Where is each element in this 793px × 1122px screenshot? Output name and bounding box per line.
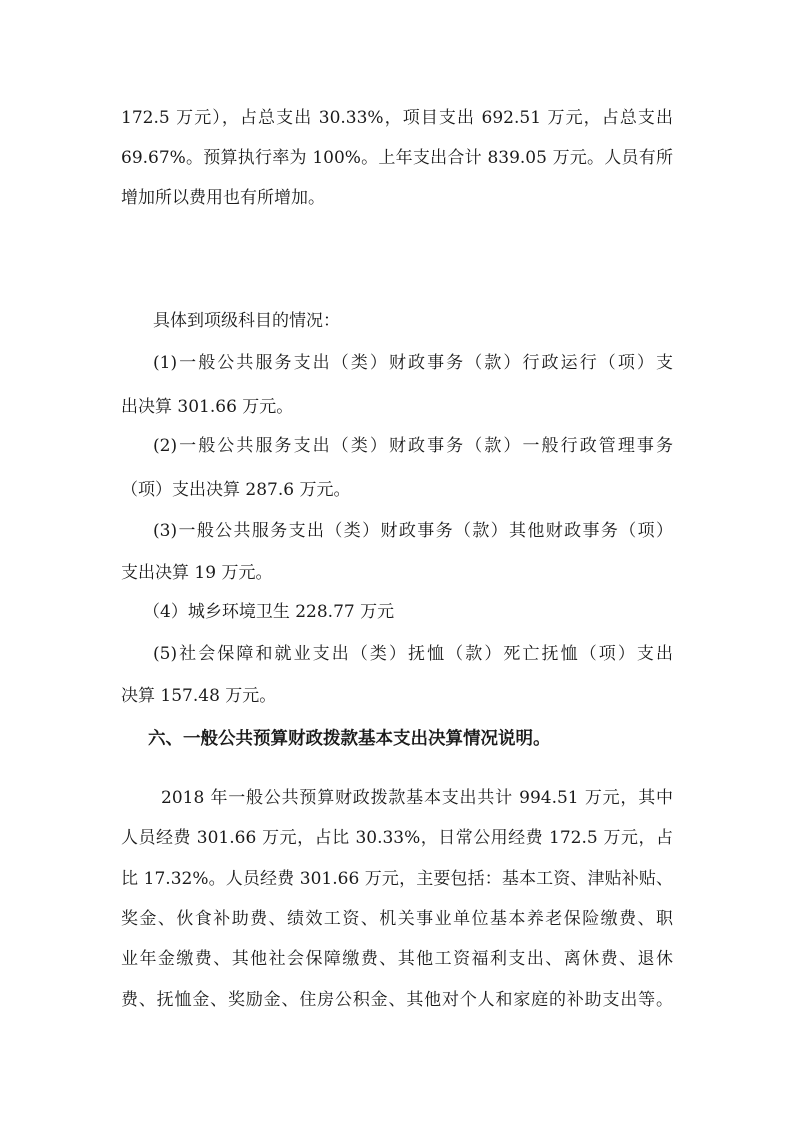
section-heading: 六、一般公共预算财政拨款基本支出决算情况说明。	[148, 729, 551, 749]
paragraph-line: 业年金缴费、其他社会保障缴费、其他工资福利支出、离休费、退休	[121, 949, 673, 969]
paragraph-line: 2018 年一般公共预算财政拨款基本支出共计 994.51 万元，其中	[161, 788, 673, 808]
list-item: (1)一般公共服务支出（类）财政事务（款）行政运行（项）支	[153, 353, 673, 373]
list-item: (2)一般公共服务支出（类）财政事务（款）一般行政管理事务	[153, 436, 673, 456]
list-item-continuation: 支出决算 19 万元。	[121, 563, 273, 583]
paragraph-line: 奖金、伙食补助费、绩效工资、机关事业单位基本养老保险缴费、职	[121, 909, 673, 929]
paragraph-line: 费、抚恤金、奖励金、住房公积金、其他对个人和家庭的补助支出等。	[121, 990, 673, 1010]
list-item: (5)社会保障和就业支出（类）抚恤（款）死亡抚恤（项）支出	[153, 644, 673, 664]
paragraph-line: 人员经费 301.66 万元，占比 30.33%，日常公用经费 172.5 万元，占	[121, 828, 673, 848]
paragraph-line: 增加所以费用也有所增加。	[121, 188, 325, 208]
paragraph-line: 172.5 万元），占总支出 30.33%，项目支出 692.51 万元，占总支出	[121, 108, 673, 128]
list-intro: 具体到项级科目的情况：	[153, 311, 340, 331]
list-item-continuation: 出决算 301.66 万元。	[121, 397, 294, 417]
list-item: (3)一般公共服务支出（类）财政事务（款）其他财政事务（项）	[153, 521, 673, 541]
list-item: （4）城乡环境卫生 228.77 万元	[143, 602, 395, 622]
paragraph-line: 比 17.32%。人员经费 301.66 万元，主要包括：基本工资、津贴补贴、	[121, 869, 673, 889]
paragraph-line: 69.67%。预算执行率为 100%。上年支出合计 839.05 万元。人员有所	[121, 148, 673, 168]
list-item-continuation: （项）支出决算 287.6 万元。	[121, 480, 351, 500]
list-item-continuation: 决算 157.48 万元。	[121, 686, 277, 706]
